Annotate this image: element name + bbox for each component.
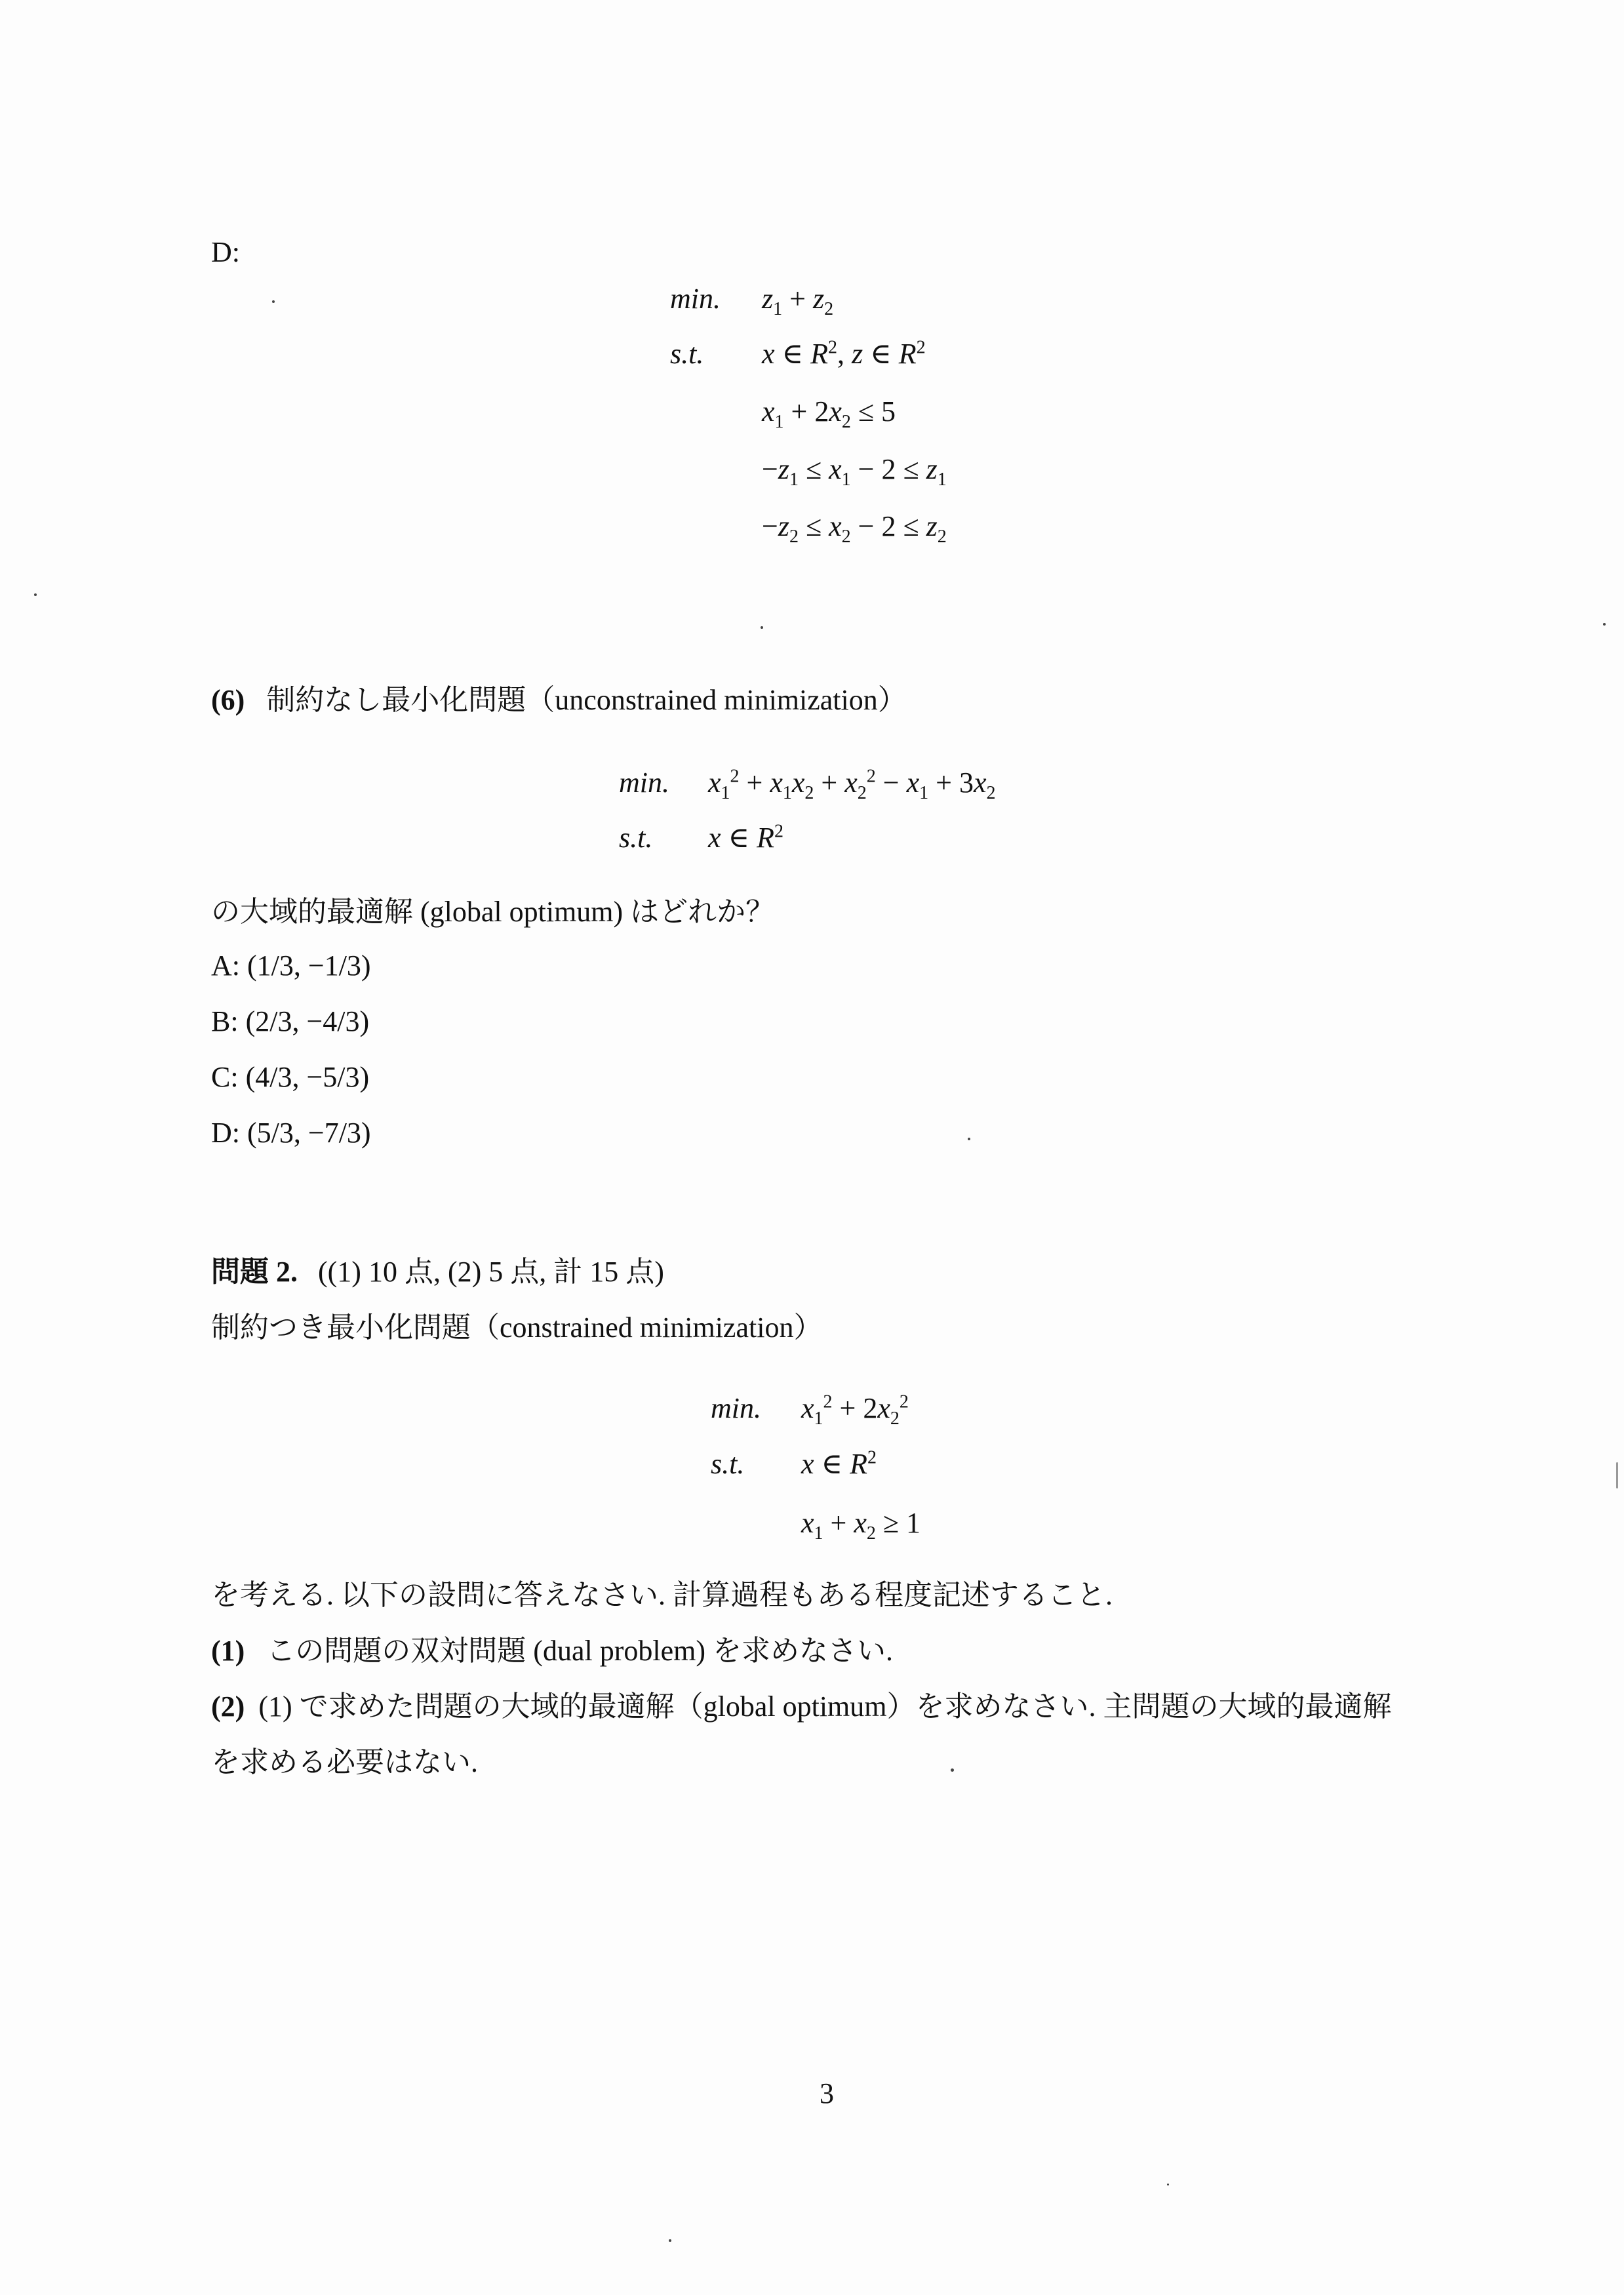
scan-speck [951,1768,954,1772]
math-label: s.t. [619,822,653,854]
q6-heading [211,682,907,719]
math-expr: $x_1 + 2x_2 \le 5$ [762,395,896,432]
q6-choice-a: A: (1/3, −1/3) [211,949,371,982]
problem2-sub2-line1 [211,1688,1392,1725]
page-number: 3 [820,2077,834,2109]
q6-question: の大域的最適解 (global optimum) はどれか？ [211,896,775,928]
q6-number: (6) [211,684,245,716]
math-expr: $-z_1 \le x_1 - 2 \le z_1$ [762,453,947,490]
top-math-line-4 [762,451,947,488]
math-expr: x ∈ $R^2$ [708,821,783,854]
scan-speck [272,300,275,303]
scan-speck [1603,623,1606,626]
sub1-number: (1) [211,1635,245,1667]
q6-math-line-2 [619,820,783,856]
problem2-points: ((1) 10 点, (2) 5 点, 計 15 点) [318,1256,664,1288]
sub2-number: (2) [211,1690,245,1723]
math-label: s.t. [711,1448,745,1480]
top-math-line-1 [670,281,833,317]
math-expr: $x_1^2 + 2x_2^2$ [801,1391,909,1429]
math-label: min. [619,767,669,799]
q6-choice-b: B: (2/3, −4/3) [211,1005,370,1037]
top-math-line-5 [762,508,947,545]
top-math-line-2 [670,336,926,372]
math-label: min. [670,283,721,315]
math-expr: $x_1^2 + x_1x_2 + x_2^2 - x_1 + 3x_2$ [708,766,996,803]
math-label: s.t. [670,338,704,370]
problem2-heading: 制約つき最小化問題（constrained minimization） [211,1311,823,1344]
q6-heading-text: 制約なし最小化問題（unconstrained minimization） [266,684,907,716]
q6-choice-d: D: (5/3, −7/3) [211,1117,371,1149]
math-expr: $x_1 + x_2 \ge 1$ [801,1507,921,1544]
scan-speck [968,1138,970,1140]
scan-speck [669,2239,671,2242]
math-expr: $z_1 + z_2$ [762,283,834,319]
sub1-text: この問題の双対問題 (dual problem) を求めなさい. [266,1635,894,1667]
p2-math-line-2 [711,1446,877,1483]
math-expr: x ∈ $R^2$, z ∈ $R^2$ [762,337,926,370]
problem2-instruction: を考える. 以下の設問に答えなさい. 計算過程もある程度記述すること. [211,1579,1113,1611]
math-expr: $-z_2 \le x_2 - 2 \le z_2$ [762,510,947,547]
scan-speck [761,626,763,629]
math-expr: x ∈ $R^2$ [801,1447,877,1480]
p2-math-line-3 [801,1505,921,1542]
scan-speck [34,593,37,596]
problem2-sub2-line2: を求める必要はない. [211,1746,478,1778]
choice-d-label: D: [211,236,240,268]
q6-choice-c: C: (4/3, −5/3) [211,1061,370,1093]
scan-speck [1167,2184,1169,2185]
p2-math-line-1 [711,1390,909,1427]
problem2-sub1 [211,1633,893,1669]
top-math-line-3 [762,393,896,430]
sub2-text-1: (1) で求めた問題の大域的最適解（global optimum）を求めなさい. 主問題の大域的最適解 [258,1690,1392,1723]
q6-math-line-1 [619,765,996,801]
scan-speck [1616,1462,1618,1488]
problem2-title: 問題 2. [211,1256,298,1288]
math-label: min. [711,1392,761,1424]
problem2-title-line [211,1254,664,1290]
